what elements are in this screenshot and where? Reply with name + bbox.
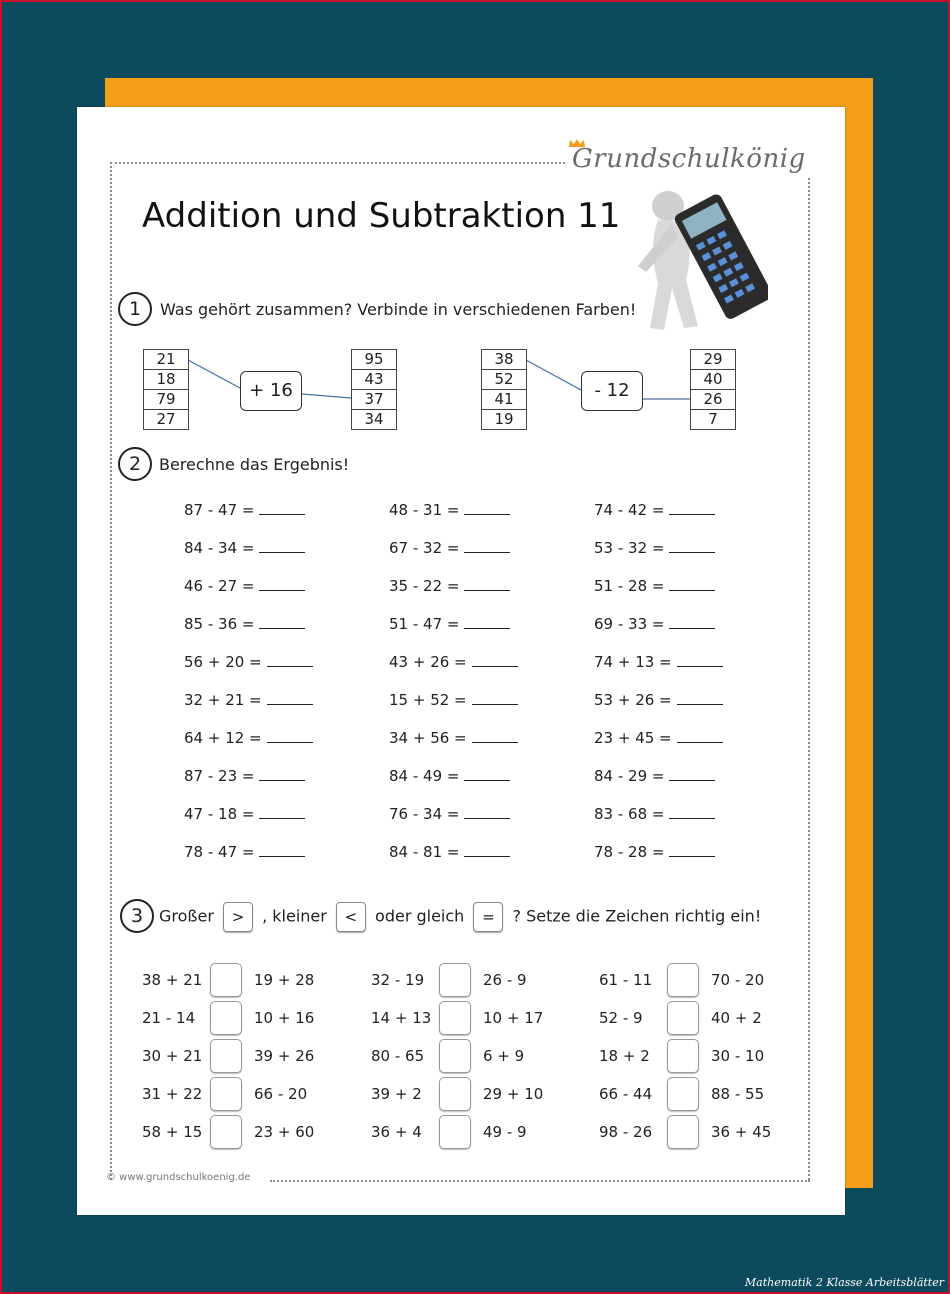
answer-blank[interactable] <box>464 614 510 629</box>
image-caption: Mathematik 2 Klasse Arbeitsblätter <box>744 1276 944 1289</box>
comparison-answer-box[interactable] <box>439 963 471 997</box>
page-title: Addition und Subtraktion 11 <box>142 196 621 236</box>
equation-row <box>184 804 305 823</box>
answer-blank[interactable] <box>267 690 313 705</box>
comparison-right-term: 39 + 26 <box>254 1047 315 1065</box>
equation-row <box>389 652 518 671</box>
output-number[interactable]: 7 <box>708 410 718 428</box>
calculator-figure-icon <box>628 188 768 338</box>
equation-text: 43 + 26 = <box>389 653 467 671</box>
answer-blank[interactable] <box>472 652 518 667</box>
answer-blank[interactable] <box>669 842 715 857</box>
comparison-right-term: 30 - 10 <box>711 1047 765 1065</box>
answer-blank[interactable] <box>669 614 715 629</box>
equation-text: 78 - 47 = <box>184 843 255 861</box>
comparison-left-term: 18 + 2 <box>599 1047 650 1065</box>
comparison-answer-box[interactable] <box>667 1039 699 1073</box>
input-number[interactable]: 19 <box>494 410 514 428</box>
comparison-right-term: 19 + 28 <box>254 971 315 989</box>
equation-row <box>184 500 305 519</box>
instruction-end: ? Setze die Zeichen richtig ein! <box>512 906 762 926</box>
equation-row <box>184 614 305 633</box>
comparison-left-term: 14 + 13 <box>371 1009 432 1027</box>
task-1-instruction: Was gehört zusammen? Verbinde in verschiedenen Farben! <box>160 300 637 319</box>
equation-row <box>389 576 510 595</box>
comparison-answer-box[interactable] <box>667 1001 699 1035</box>
answer-blank[interactable] <box>464 842 510 857</box>
equation-text: 76 - 34 = <box>389 805 460 823</box>
answer-blank[interactable] <box>259 614 305 629</box>
output-number[interactable]: 37 <box>352 390 396 410</box>
comparison-left-term: 30 + 21 <box>142 1047 203 1065</box>
equation-text: 53 - 32 = <box>594 539 665 557</box>
smaller-symbol: < <box>336 902 366 932</box>
operation-box-minus: - 12 <box>581 371 643 411</box>
answer-blank[interactable] <box>472 728 518 743</box>
comparison-left-term: 61 - 11 <box>599 971 653 989</box>
equation-text: 51 - 47 = <box>389 615 460 633</box>
comparison-right-term: 88 - 55 <box>711 1085 765 1103</box>
comparison-right-term: 49 - 9 <box>483 1123 527 1141</box>
equation-row <box>594 500 715 519</box>
answer-blank[interactable] <box>464 576 510 591</box>
equation-text: 67 - 32 = <box>389 539 460 557</box>
equation-text: 87 - 23 = <box>184 767 255 785</box>
answer-blank[interactable] <box>259 766 305 781</box>
comparison-answer-box[interactable] <box>210 1077 242 1111</box>
comparison-left-term: 36 + 4 <box>371 1123 422 1141</box>
input-number[interactable]: 52 <box>482 370 526 390</box>
answer-blank[interactable] <box>259 576 305 591</box>
comparison-answer-box[interactable] <box>439 1077 471 1111</box>
equation-text: 15 + 52 = <box>389 691 467 709</box>
answer-blank[interactable] <box>259 500 305 515</box>
comparison-right-term: 6 + 9 <box>483 1047 525 1065</box>
equation-text: 46 - 27 = <box>184 577 255 595</box>
equation-text: 56 + 20 = <box>184 653 262 671</box>
comparison-answer-box[interactable] <box>210 1039 242 1073</box>
equation-text: 74 - 42 = <box>594 501 665 519</box>
answer-blank[interactable] <box>259 538 305 553</box>
equation-text: 84 - 34 = <box>184 539 255 557</box>
equation-text: 64 + 12 = <box>184 729 262 747</box>
equation-text: 87 - 47 = <box>184 501 255 519</box>
comparison-answer-box[interactable] <box>667 1115 699 1149</box>
comparison-right-term: 66 - 20 <box>254 1085 308 1103</box>
equal-symbol: = <box>473 902 503 932</box>
equation-row <box>389 804 510 823</box>
equation-text: 48 - 31 = <box>389 501 460 519</box>
equation-row <box>184 538 305 557</box>
output-number[interactable]: 43 <box>352 370 396 390</box>
equation-text: 69 - 33 = <box>594 615 665 633</box>
comparison-left-term: 98 - 26 <box>599 1123 653 1141</box>
comparison-left-term: 52 - 9 <box>599 1009 643 1027</box>
output-number[interactable]: 26 <box>691 390 735 410</box>
task-3-number: 3 <box>120 899 154 933</box>
dotted-border-top <box>110 162 565 164</box>
comparison-answer-box[interactable] <box>439 1001 471 1035</box>
equation-text: 23 + 45 = <box>594 729 672 747</box>
equation-row <box>594 804 715 823</box>
dotted-border-right <box>808 178 810 1180</box>
equation-row <box>184 690 313 709</box>
comparison-right-term: 10 + 17 <box>483 1009 544 1027</box>
comparison-left-term: 31 + 22 <box>142 1085 203 1103</box>
output-number[interactable]: 40 <box>691 370 735 390</box>
answer-blank[interactable] <box>267 728 313 743</box>
input-number[interactable]: 21 <box>144 350 188 370</box>
answer-blank[interactable] <box>464 538 510 553</box>
word-equal: oder gleich <box>375 906 465 926</box>
answer-blank[interactable] <box>259 842 305 857</box>
comparison-left-term: 21 - 14 <box>142 1009 196 1027</box>
equation-row <box>184 652 313 671</box>
input-column-left <box>143 349 189 430</box>
equation-row <box>184 842 305 861</box>
output-column-right <box>690 349 736 430</box>
input-number[interactable]: 27 <box>156 410 176 428</box>
equation-row <box>389 842 510 861</box>
equation-row <box>594 614 715 633</box>
operation-box-plus: + 16 <box>240 371 302 411</box>
task-2-number: 2 <box>118 447 152 481</box>
dotted-border-left <box>110 162 112 1180</box>
equation-row <box>184 576 305 595</box>
equation-row <box>389 500 510 519</box>
word-greater: Großer <box>159 906 214 926</box>
equation-text: 32 + 21 = <box>184 691 262 709</box>
greater-symbol: > <box>223 902 253 932</box>
comparison-right-term: 29 + 10 <box>483 1085 544 1103</box>
equation-text: 51 - 28 = <box>594 577 665 595</box>
equation-row <box>594 728 723 747</box>
comparison-left-term: 58 + 15 <box>142 1123 203 1141</box>
equation-text: 74 + 13 = <box>594 653 672 671</box>
output-number[interactable]: 34 <box>364 410 384 428</box>
answer-blank[interactable] <box>669 538 715 553</box>
output-column-left <box>351 349 397 430</box>
equation-row <box>594 538 715 557</box>
output-number[interactable]: 95 <box>352 350 396 370</box>
equation-row <box>184 728 313 747</box>
comparison-right-term: 36 + 45 <box>711 1123 772 1141</box>
equation-row <box>389 538 510 557</box>
answer-blank[interactable] <box>259 804 305 819</box>
input-number[interactable]: 41 <box>482 390 526 410</box>
equation-row <box>389 614 510 633</box>
answer-blank[interactable] <box>267 652 313 667</box>
equation-row <box>184 766 305 785</box>
equation-row <box>389 690 518 709</box>
answer-blank[interactable] <box>669 576 715 591</box>
comparison-left-term: 66 - 44 <box>599 1085 653 1103</box>
comparison-right-term: 26 - 9 <box>483 971 527 989</box>
comparison-answer-box[interactable] <box>439 1039 471 1073</box>
answer-blank[interactable] <box>464 766 510 781</box>
comparison-right-term: 10 + 16 <box>254 1009 315 1027</box>
equation-row <box>594 842 715 861</box>
word-smaller: , kleiner <box>262 906 327 926</box>
equation-text: 47 - 18 = <box>184 805 255 823</box>
answer-blank[interactable] <box>677 728 723 743</box>
equation-text: 53 + 26 = <box>594 691 672 709</box>
equation-text: 84 - 81 = <box>389 843 460 861</box>
equation-text: 83 - 68 = <box>594 805 665 823</box>
answer-blank[interactable] <box>669 804 715 819</box>
answer-blank[interactable] <box>464 500 510 515</box>
input-number[interactable]: 18 <box>144 370 188 390</box>
task-2-instruction: Berechne das Ergebnis! <box>159 455 350 474</box>
equation-text: 35 - 22 = <box>389 577 460 595</box>
footer-copyright: © www.grundschulkoenig.de <box>106 1172 251 1183</box>
answer-blank[interactable] <box>464 804 510 819</box>
answer-blank[interactable] <box>472 690 518 705</box>
comparison-answer-box[interactable] <box>667 1077 699 1111</box>
comparison-right-term: 40 + 2 <box>711 1009 762 1027</box>
equation-row <box>594 576 715 595</box>
brand-logo: Grundschulkönig <box>572 144 806 174</box>
comparison-answer-box[interactable] <box>439 1115 471 1149</box>
equation-text: 84 - 49 = <box>389 767 460 785</box>
comparison-left-term: 38 + 21 <box>142 971 203 989</box>
comparison-left-term: 80 - 65 <box>371 1047 425 1065</box>
equation-row <box>594 652 723 671</box>
comparison-answer-box[interactable] <box>667 963 699 997</box>
comparison-left-term: 32 - 19 <box>371 971 425 989</box>
comparison-right-term: 23 + 60 <box>254 1123 315 1141</box>
output-number[interactable]: 29 <box>691 350 735 370</box>
equation-text: 84 - 29 = <box>594 767 665 785</box>
input-number[interactable]: 38 <box>482 350 526 370</box>
equation-text: 85 - 36 = <box>184 615 255 633</box>
equation-row <box>389 728 518 747</box>
comparison-right-term: 70 - 20 <box>711 971 765 989</box>
equation-text: 34 + 56 = <box>389 729 467 747</box>
input-number[interactable]: 79 <box>144 390 188 410</box>
equation-row <box>389 766 510 785</box>
answer-blank[interactable] <box>677 652 723 667</box>
comparison-answer-box[interactable] <box>210 1001 242 1035</box>
dotted-border-bottom <box>270 1180 810 1182</box>
equation-text: 78 - 28 = <box>594 843 665 861</box>
answer-blank[interactable] <box>669 500 715 515</box>
task-1-number: 1 <box>118 292 152 326</box>
answer-blank[interactable] <box>669 766 715 781</box>
task-3-instruction <box>159 902 761 932</box>
input-column-right <box>481 349 527 430</box>
equation-row <box>594 690 723 709</box>
comparison-answer-box[interactable] <box>210 1115 242 1149</box>
comparison-left-term: 39 + 2 <box>371 1085 422 1103</box>
answer-blank[interactable] <box>677 690 723 705</box>
comparison-answer-box[interactable] <box>210 963 242 997</box>
equation-row <box>594 766 715 785</box>
